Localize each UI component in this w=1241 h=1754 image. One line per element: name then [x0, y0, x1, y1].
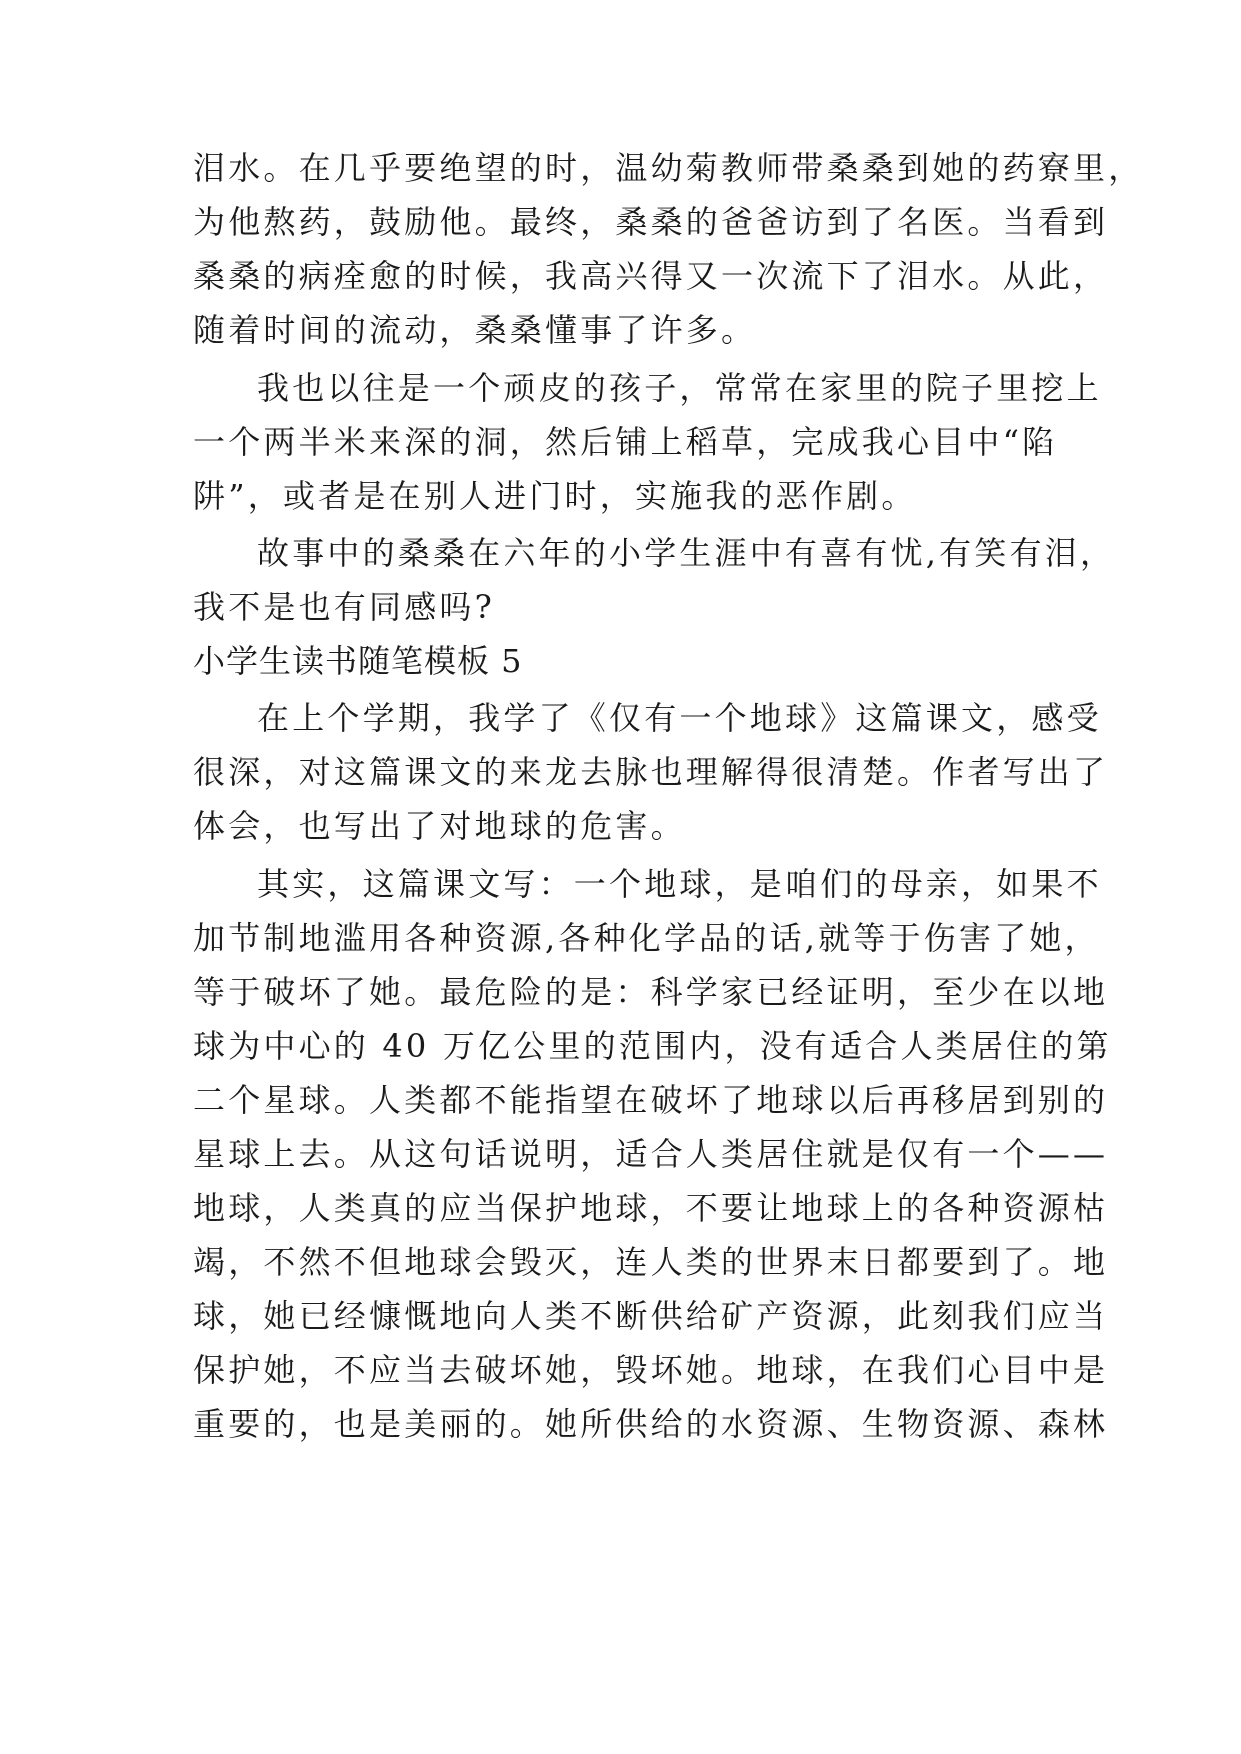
- text-line: 重要的，也是美丽的。她所供给的水资源、生物资源、森林: [193, 1405, 1109, 1443]
- text-line: 加节制地滥用各种资源,各种化学品的话,就等于伤害了她，: [193, 919, 1100, 957]
- text-line: 地球，人类真的应当保护地球，不要让地球上的各种资源枯: [193, 1189, 1109, 1227]
- text-line: 球，她已经慷慨地向人类不断供给矿产资源，此刻我们应当: [193, 1297, 1109, 1335]
- paragraph-first-line: 在上个学期，我学了《仅有一个地球》这篇课文，感受: [257, 699, 1102, 737]
- text-line: 随着时间的流动，桑桑懂事了许多。: [193, 311, 757, 349]
- paragraph-first-line: 其实，这篇课文写：一个地球，是咱们的母亲，如果不: [257, 865, 1102, 903]
- text-line: 泪水。在几乎要绝望的时，温幼菊教师带桑桑到她的药寮里，: [193, 149, 1144, 187]
- text-line: 体会，也写出了对地球的危害。: [193, 807, 686, 845]
- text-line: 一个两半米来深的洞，然后铺上稻草，完成我心目中“陷: [193, 423, 1058, 461]
- text-line: 为他熬药，鼓励他。最终，桑桑的爸爸访到了名医。当看到: [193, 203, 1109, 241]
- text-line: 桑桑的病痊愈的时候，我高兴得又一次流下了泪水。从此，: [193, 257, 1109, 295]
- text-line: 等于破坏了她。最危险的是：科学家已经证明，至少在以地: [193, 973, 1109, 1011]
- text-line: 我不是也有同感吗?: [193, 588, 495, 626]
- text-line: 竭，不然不但地球会毁灭，连人类的世界末日都要到了。地: [193, 1243, 1109, 1281]
- text-line: 很深，对这篇课文的来龙去脉也理解得很清楚。作者写出了: [193, 753, 1109, 791]
- text-line: 星球上去。从这句话说明，适合人类居住就是仅有一个——: [193, 1135, 1109, 1173]
- section-heading: 小学生读书随笔模板 5: [193, 642, 523, 680]
- paragraph-first-line: 故事中的桑桑在六年的小学生涯中有喜有忧,有笑有泪，: [257, 534, 1116, 572]
- text-line: 二个星球。人类都不能指望在破坏了地球以后再移居到别的: [193, 1081, 1109, 1119]
- text-line: 球为中心的 40 万亿公里的范围内，没有适合人类居住的第: [193, 1027, 1112, 1065]
- text-line: 阱”，或者是在别人进门时，实施我的恶作剧。: [193, 477, 917, 515]
- paragraph-first-line: 我也以往是一个顽皮的孩子，常常在家里的院子里挖上: [257, 369, 1102, 407]
- text-line: 保护她，不应当去破坏她，毁坏她。地球，在我们心目中是: [193, 1351, 1109, 1389]
